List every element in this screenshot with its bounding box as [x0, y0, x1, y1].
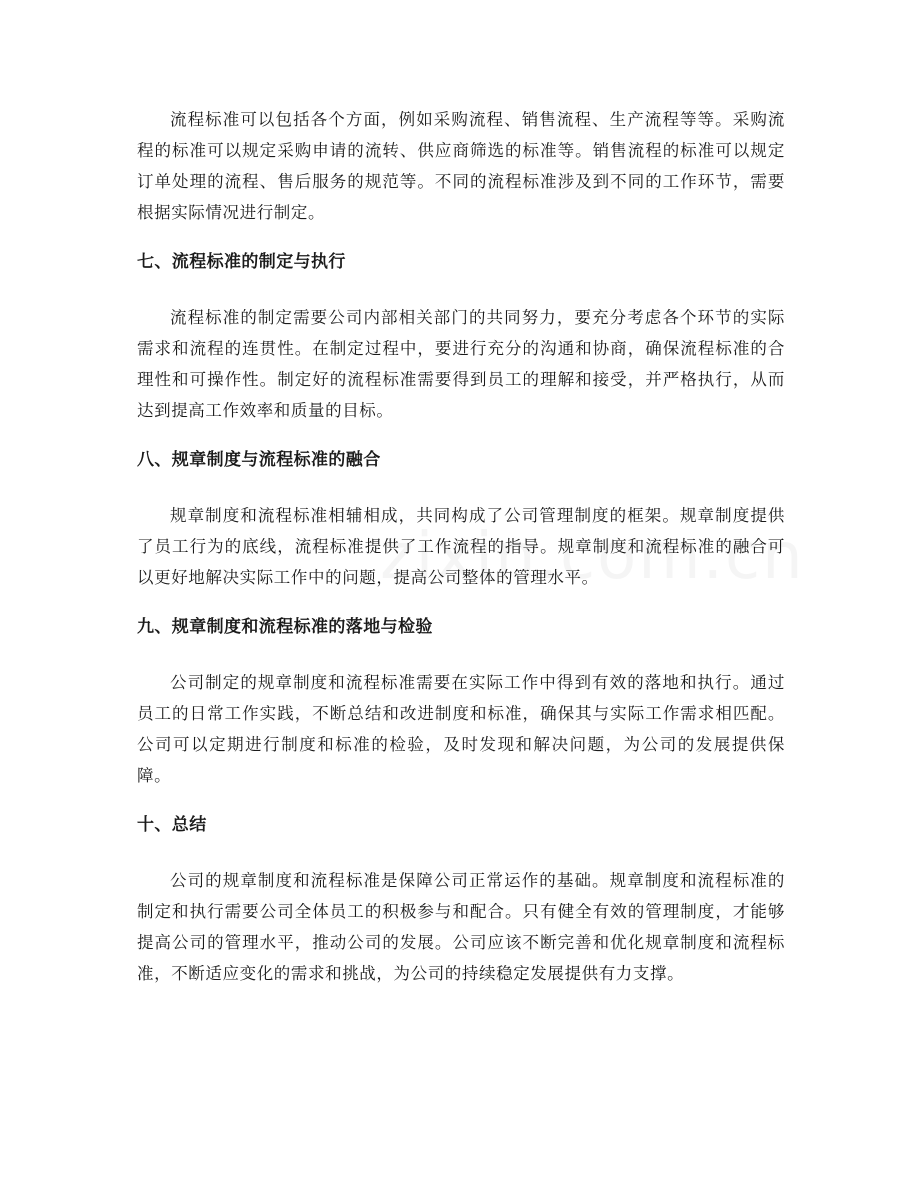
paragraph-section-7: 流程标准的制定需要公司内部相关部门的共同努力，要充分考虑各个环节的实际需求和流程的连贯性。在制定过程中，要进行充分的沟通和协商，确保流程标准的合理性和可操作性。制定好的流程标准需要得到员工的理解和接受，并严格执行，从而达到提高工作效率和质量的目标。 — [137, 308, 785, 420]
section-heading-7: 七、流程标准的制定与执行 — [137, 252, 346, 272]
paragraph-intro: 流程标准可以包括各个方面，例如采购流程、销售流程、生产流程等等。采购流程的标准可以规定采购申请的流转、供应商筛选的标准等。销售流程的标准可以规定订单处理的流程、售后服务的规范等。不同的流程标准涉及到不同的工作环节，需要根据实际情况进行制定。 — [137, 110, 785, 222]
section-heading-10: 十、总结 — [137, 815, 207, 835]
section-heading-8: 八、规章制度与流程标准的融合 — [137, 450, 381, 470]
section-heading-9: 九、规章制度和流程标准的落地与检验 — [137, 617, 433, 637]
paragraph-section-9: 公司制定的规章制度和流程标准需要在实际工作中得到有效的落地和执行。通过员工的日常工作实践，不断总结和改进制度和标准，确保其与实际工作需求相匹配。公司可以定期进行制度和标准的检验，及时发现和解决问题，为公司的发展提供保障。 — [137, 673, 785, 785]
paragraph-section-8: 规章制度和流程标准相辅相成，共同构成了公司管理制度的框架。规章制度提供了员工行为的底线，流程标准提供了工作流程的指导。规章制度和流程标准的融合可以更好地解决实际工作中的问题，提高公司整体的管理水平。 — [137, 506, 785, 587]
paragraph-section-10: 公司的规章制度和流程标准是保障公司正常运作的基础。规章制度和流程标准的制定和执行需要公司全体员工的积极参与和配合。只有健全有效的管理制度，才能够提高公司的管理水平，推动公司的发展。公司应该不断完善和优化规章制度和流程标准，不断适应变化的需求和挑战，为公司的持续稳定发展提供有力支撑。 — [137, 871, 785, 983]
document-body — [137, 104, 785, 989]
